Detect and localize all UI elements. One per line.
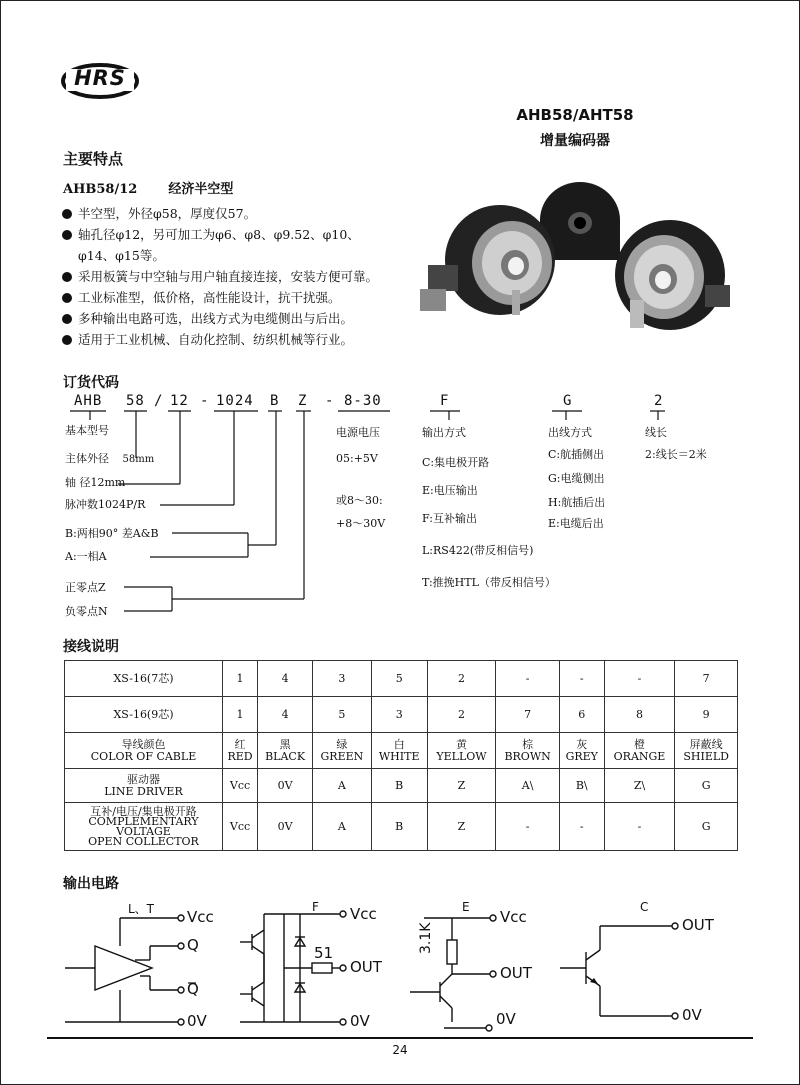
wiring-cell-line: 绿 bbox=[336, 737, 348, 751]
wiring-cell-line: 3 bbox=[395, 707, 403, 721]
wiring-row-header bbox=[65, 733, 223, 769]
label-output-title: 输出方式 bbox=[422, 426, 466, 439]
wiring-cell bbox=[258, 697, 313, 733]
code-part-output: F bbox=[440, 393, 450, 409]
label-output-e: E:电压输出 bbox=[422, 484, 478, 497]
wiring-cell bbox=[223, 769, 258, 803]
wiring-row bbox=[65, 803, 738, 851]
wiring-cell-line: 7 bbox=[524, 707, 532, 721]
wiring-header-line: XS-16(7芯) bbox=[113, 671, 174, 685]
code-part-shaft: 12 bbox=[170, 393, 189, 409]
code-part-dash2: - bbox=[325, 393, 335, 409]
circuit-lt-vcc: Vcc bbox=[187, 908, 214, 926]
circuit-lt-qbar: Q bbox=[187, 980, 199, 998]
feature-item-continued: φ14、φ15等。 bbox=[78, 248, 165, 263]
features-subtitle-desc: 经济半空型 bbox=[168, 182, 234, 197]
label-voltage-2: 或8～30: bbox=[336, 494, 383, 507]
label-outer-dia-text: 主体外径 bbox=[65, 452, 109, 465]
label-output-t: T:推挽HTL（带反相信号） bbox=[422, 576, 556, 589]
code-part-phase: B bbox=[270, 393, 280, 409]
label-voltage-1: 05:+5V bbox=[336, 452, 378, 465]
circuit-f-vcc: Vcc bbox=[350, 905, 377, 923]
circuit-e-out: OUT bbox=[500, 964, 532, 982]
wiring-cell-line: 灰 bbox=[576, 737, 588, 751]
circuit-f bbox=[240, 911, 346, 1025]
label-phase-a: A:一相A bbox=[65, 550, 107, 563]
wiring-cell-line: 4 bbox=[281, 707, 289, 721]
wiring-cell-line: 2 bbox=[457, 671, 465, 685]
wiring-cell-line: 1 bbox=[236, 707, 244, 721]
ordering-heading: 订货代码 bbox=[63, 375, 119, 391]
label-cable-title: 出线方式 bbox=[548, 426, 592, 439]
wiring-header-line: 互补/电压/集电极开路 bbox=[90, 804, 197, 818]
wiring-cell bbox=[371, 803, 427, 851]
wiring-cell bbox=[371, 733, 427, 769]
wiring-cell-line: B\ bbox=[575, 778, 588, 792]
wiring-cell-line: BLACK bbox=[265, 749, 306, 763]
wiring-cell bbox=[675, 733, 738, 769]
wiring-cell-line: RED bbox=[227, 749, 253, 763]
wiring-cell-line: A bbox=[337, 778, 346, 792]
circuit-e-resistor: 3.1K bbox=[418, 922, 434, 954]
wiring-cell-line: GREY bbox=[565, 749, 598, 763]
wiring-header-line: COMPLEMENTARY bbox=[88, 814, 199, 828]
page-number: 24 bbox=[392, 1043, 408, 1057]
wiring-cell bbox=[675, 697, 738, 733]
circuit-c-label: C bbox=[640, 900, 649, 914]
wiring-cell bbox=[223, 661, 258, 697]
circuit-e-vcc: Vcc bbox=[500, 908, 527, 926]
code-part-slash: / bbox=[154, 393, 164, 409]
wiring-cell-line: - bbox=[525, 819, 530, 833]
code-part-voltage: 8-30 bbox=[344, 393, 382, 409]
line-driver-symbol bbox=[95, 946, 152, 990]
wiring-cell bbox=[313, 733, 372, 769]
wiring-cell-line: 7 bbox=[702, 671, 710, 685]
wiring-cell bbox=[427, 733, 496, 769]
wiring-cell bbox=[223, 733, 258, 769]
wiring-cell-line: 2 bbox=[457, 707, 465, 721]
wiring-cell-line: - bbox=[637, 819, 642, 833]
label-pulse: 脉冲数1024P/R bbox=[65, 498, 146, 511]
feature-item: 轴孔径φ12，另可加工为φ6、φ8、φ9.52、φ10、 bbox=[60, 224, 378, 245]
circuit-f-out: OUT bbox=[350, 958, 382, 976]
wiring-cell-line: YELLOW bbox=[436, 749, 487, 763]
circuit-f-label: F bbox=[312, 900, 319, 914]
label-shaft-dia: 轴 径12mm bbox=[65, 476, 126, 489]
wiring-header-line: LINE DRIVER bbox=[104, 784, 183, 798]
wiring-cell bbox=[313, 661, 372, 697]
wiring-cell-line: Z bbox=[457, 778, 466, 792]
features-heading: 主要特点 bbox=[63, 150, 124, 168]
wiring-cell bbox=[427, 661, 496, 697]
wiring-cell bbox=[675, 803, 738, 851]
wiring-row bbox=[65, 661, 738, 697]
footer-rule bbox=[47, 1037, 753, 1039]
logo-text: HRS bbox=[74, 66, 126, 90]
feature-item: 适用于工业机械、自动化控制、纺织机械等行业。 bbox=[60, 329, 378, 350]
wiring-cell bbox=[496, 803, 560, 851]
wiring-cell-line: Vcc bbox=[229, 778, 251, 792]
wiring-cell bbox=[427, 803, 496, 851]
wiring-cell bbox=[559, 697, 604, 733]
wiring-cell bbox=[675, 769, 738, 803]
label-output-f: F:互补输出 bbox=[422, 512, 477, 525]
code-part-dash1: - bbox=[200, 393, 210, 409]
label-outer-dia bbox=[65, 452, 154, 467]
code-part-dia: 58 bbox=[126, 393, 145, 409]
wiring-cell bbox=[258, 803, 313, 851]
wiring-cell bbox=[313, 697, 372, 733]
feature-item: 多种输出电路可选，出线方式为电缆侧出与后出。 bbox=[60, 308, 378, 329]
wiring-header-line: 驱动器 bbox=[127, 772, 160, 786]
wiring-cell bbox=[559, 661, 604, 697]
wiring-cell-line: 8 bbox=[635, 707, 643, 721]
product-type: 增量编码器 bbox=[540, 133, 610, 149]
label-phase-b: B:两相90° 差A&B bbox=[65, 527, 159, 540]
label-length-title: 线长 bbox=[645, 426, 667, 439]
wiring-header-line: VOLTAGE bbox=[116, 824, 171, 838]
wiring-cell-line: 9 bbox=[702, 707, 710, 721]
wiring-row bbox=[65, 733, 738, 769]
label-voltage-title: 电源电压 bbox=[336, 426, 380, 439]
wiring-cell bbox=[258, 661, 313, 697]
wiring-cell-line: - bbox=[579, 671, 584, 685]
circuit-e-label: E bbox=[462, 900, 470, 914]
label-output-c: C:集电极开路 bbox=[422, 456, 490, 469]
wiring-heading: 接线说明 bbox=[63, 639, 119, 655]
wiring-cell-line: 红 bbox=[234, 737, 246, 751]
wiring-header-line: 导线颜色 bbox=[121, 737, 166, 751]
wiring-cell bbox=[604, 769, 675, 803]
wiring-cell bbox=[496, 661, 560, 697]
wiring-cell bbox=[371, 661, 427, 697]
wiring-cell bbox=[675, 661, 738, 697]
output-circuits-diagram bbox=[0, 890, 800, 1040]
wiring-cell bbox=[427, 697, 496, 733]
label-length-value: 2:线长＝2米 bbox=[645, 448, 707, 461]
wiring-cell-line: 1 bbox=[236, 671, 244, 685]
wiring-cell bbox=[371, 697, 427, 733]
wiring-cell bbox=[427, 769, 496, 803]
wiring-cell-line: Vcc bbox=[229, 819, 251, 833]
wiring-cell-line: ORANGE bbox=[613, 749, 666, 763]
code-part-cable: G bbox=[563, 393, 573, 409]
circuit-c-ov: 0V bbox=[682, 1006, 702, 1024]
wiring-cell-line: Z\ bbox=[633, 778, 646, 792]
wiring-cell-line: 黄 bbox=[455, 737, 467, 751]
wiring-cell-line: Z bbox=[457, 819, 466, 833]
wiring-cell-line: SHIELD bbox=[683, 749, 729, 763]
wiring-cell bbox=[559, 733, 604, 769]
wiring-cell-line: 5 bbox=[338, 707, 346, 721]
label-outer-dia-value: 58mm bbox=[122, 454, 155, 465]
circuit-lt-label: L、T bbox=[128, 902, 155, 916]
wiring-cell-line: A bbox=[337, 819, 346, 833]
label-cable-g: G:电缆侧出 bbox=[548, 472, 605, 485]
label-zero-pos: 正零点Z bbox=[65, 581, 106, 594]
wiring-cell-line: 白 bbox=[393, 737, 405, 751]
wiring-cell bbox=[313, 769, 372, 803]
wiring-cell-line: - bbox=[637, 671, 642, 685]
wiring-header-line: COLOR OF CABLE bbox=[90, 749, 197, 763]
product-model: AHB58/AHT58 bbox=[516, 106, 634, 124]
circuits-heading: 输出电路 bbox=[63, 876, 119, 892]
features-subtitle-model: AHB58/12 bbox=[63, 182, 138, 197]
feature-item: 半空型，外径φ58，厚度仅57。 bbox=[60, 203, 378, 224]
circuit-lt bbox=[65, 915, 184, 1025]
circuit-lt-q: Q bbox=[187, 936, 199, 954]
feature-item: 工业标准型，低价格，高性能设计，抗干扰强。 bbox=[60, 287, 378, 308]
circuit-c bbox=[560, 923, 678, 1019]
wiring-cell-line: G bbox=[701, 778, 711, 792]
code-part-length: 2 bbox=[654, 393, 664, 409]
circuit-c-out: OUT bbox=[682, 916, 714, 934]
circuit-f-resistor: 51 bbox=[314, 944, 334, 962]
wiring-row bbox=[65, 769, 738, 803]
wiring-row bbox=[65, 697, 738, 733]
wiring-cell bbox=[559, 769, 604, 803]
wiring-cell-line: GREEN bbox=[320, 749, 364, 763]
wiring-cell-line: 4 bbox=[281, 671, 289, 685]
wiring-cell bbox=[223, 803, 258, 851]
code-part-zero: Z bbox=[298, 393, 308, 409]
wiring-cell bbox=[258, 769, 313, 803]
wiring-cell-line: 0V bbox=[277, 778, 293, 792]
wiring-cell bbox=[371, 769, 427, 803]
wiring-cell-line: 6 bbox=[578, 707, 586, 721]
circuit-e-ov: 0V bbox=[496, 1010, 516, 1028]
label-zero-neg: 负零点N bbox=[65, 605, 108, 618]
label-cable-h: H:航插后出 bbox=[548, 496, 606, 509]
wiring-cell-line: - bbox=[579, 819, 584, 833]
wiring-cell-line: A\ bbox=[521, 778, 534, 792]
wiring-cell-line: 屏蔽线 bbox=[689, 737, 723, 751]
wiring-cell bbox=[604, 733, 675, 769]
circuit-lt-ov: 0V bbox=[187, 1012, 207, 1030]
wiring-row-header bbox=[65, 697, 223, 733]
wiring-cell-line: 黑 bbox=[279, 737, 291, 751]
label-base-model: 基本型号 bbox=[65, 424, 109, 437]
wiring-row-header bbox=[65, 803, 223, 851]
wiring-cell-line: 橙 bbox=[633, 737, 645, 751]
wiring-cell bbox=[604, 803, 675, 851]
wiring-row-header bbox=[65, 661, 223, 697]
feature-item: 采用板簧与中空轴与用户轴直接连接，安装方便可靠。 bbox=[60, 266, 378, 287]
wiring-table bbox=[64, 660, 738, 851]
code-part-base: AHB bbox=[74, 393, 103, 409]
circuit-f-ov: 0V bbox=[350, 1012, 370, 1030]
wiring-cell bbox=[496, 733, 560, 769]
label-voltage-3: +8～30V bbox=[336, 517, 386, 530]
label-cable-e: E:电缆后出 bbox=[548, 517, 604, 530]
wiring-cell-line: WHITE bbox=[378, 749, 420, 763]
wiring-cell bbox=[604, 697, 675, 733]
wiring-cell-line: 棕 bbox=[522, 737, 534, 751]
wiring-cell bbox=[223, 697, 258, 733]
wiring-cell-line: 0V bbox=[277, 819, 293, 833]
wiring-cell-line: B bbox=[395, 778, 404, 792]
code-part-pulse: 1024 bbox=[216, 393, 254, 409]
label-cable-c: C:航插侧出 bbox=[548, 448, 605, 461]
wiring-cell bbox=[496, 769, 560, 803]
wiring-cell-line: - bbox=[525, 671, 530, 685]
wiring-row-header bbox=[65, 769, 223, 803]
wiring-cell-line: 5 bbox=[395, 671, 403, 685]
wiring-cell-line: G bbox=[701, 819, 711, 833]
wiring-cell bbox=[258, 733, 313, 769]
wiring-cell bbox=[559, 803, 604, 851]
wiring-cell bbox=[604, 661, 675, 697]
label-output-l: L:RS422(带反相信号) bbox=[422, 544, 534, 557]
wiring-header-line: OPEN COLLECTOR bbox=[88, 834, 199, 848]
wiring-cell-line: BROWN bbox=[504, 749, 551, 763]
wiring-cell bbox=[496, 697, 560, 733]
wiring-cell bbox=[313, 803, 372, 851]
wiring-cell-line: 3 bbox=[338, 671, 346, 685]
wiring-cell-line: B bbox=[395, 819, 404, 833]
wiring-header-line: XS-16(9芯) bbox=[113, 707, 174, 721]
